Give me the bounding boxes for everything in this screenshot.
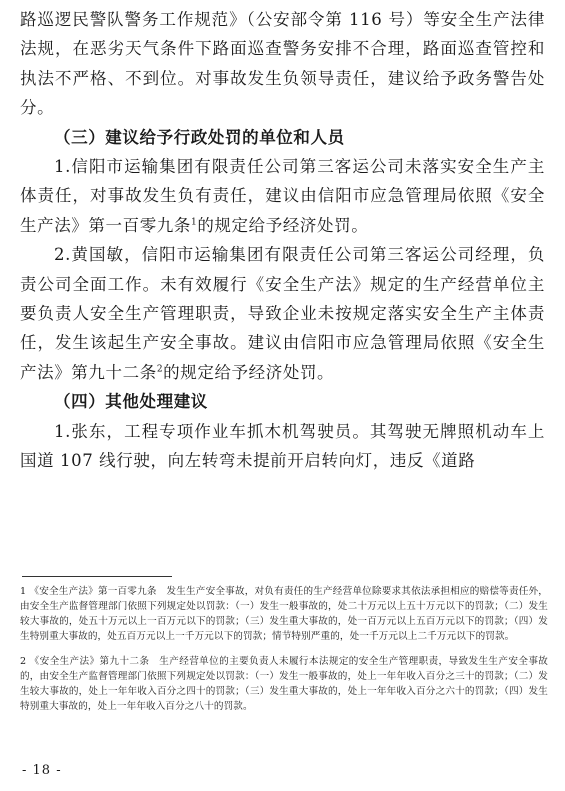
paragraph-item-2-text: 2.黄国敏，信阳市运输集团有限责任公司第三客运公司经理，负责公司全面工作。未有效履行《安全生产法》规定的生产经营单位主要负责人安全生产管理职责，导致企业未按规定落实安全生产主体责任，发生该起生产安全事故。建议由信阳市应急管理局依照《安全生产法》第九十二条 bbox=[20, 245, 545, 382]
paragraph-item-2-tail: 的规定给予经济处罚。 bbox=[163, 362, 335, 382]
paragraph-item-2 bbox=[20, 240, 545, 387]
body-text bbox=[20, 5, 545, 476]
footnotes bbox=[20, 584, 548, 724]
paragraph-item-1 bbox=[20, 152, 545, 240]
section-heading-4: （四）其他处理建议 bbox=[54, 392, 208, 412]
footnote-1: 1 《安全生产法》第一百零九条 发生生产安全事故，对负有责任的生产经营单位除要求其依法承担相应的赔偿等责任外，由安全生产监督管理部门依照下列规定处以罚款：（一）发生一般事故的，处二十万元以上五十万元以下的罚款；（二）发生较大事故的，处五十万元以上一百万元以下的罚款；（三）发生重大事故的，处一百万元以上五百万元以下的罚款；（四）发生特别重大事故的，处五百万元以上一千万元以下的罚款；情节特别严重的，处一千万元以上二千万元以下的罚款。 bbox=[20, 586, 548, 642]
section-heading-3: （三）建议给予行政处罚的单位和人员 bbox=[54, 127, 345, 147]
footnote-ref-1[interactable]: 1 bbox=[191, 217, 198, 228]
page-number: - 18 - bbox=[22, 763, 62, 778]
footnote-ref-2[interactable]: 2 bbox=[156, 364, 164, 375]
paragraph-item-3: 1.张东，工程专项作业车抓木机驾驶员。其驾驶无牌照机动车上国道 107 线行驶，向左转弯未提前开启转向灯，违反《道路 bbox=[20, 421, 545, 471]
footnote-divider bbox=[22, 576, 172, 577]
paragraph-item-1-text: 1.信阳市运输集团有限责任公司第三客运公司未落实安全生产主体责任，对事故发生负有责任，建议由信阳市应急管理局依照《安全生产法》第一百零九条 bbox=[20, 157, 545, 235]
paragraph-item-1-tail: 的规定给予经济处罚。 bbox=[197, 215, 369, 235]
footnote-2: 2 《安全生产法》第九十二条 生产经营单位的主要负责人未履行本法规定的安全生产管理职责，导致发生生产安全事故的，由安全生产监督管理部门依照下列规定处以罚款：（一）发生一般事故的，处上一年年收入百分之三十的罚款；（二）发生较大事故的，处上一年年收入百分之四十的罚款；（三）发生重大事故的，处上一年年收入百分之六十的罚款；（四）发生特别重大事故的，处上一年年收入百分之八十的罚款。 bbox=[20, 656, 548, 712]
paragraph-continuation: 路巡逻民警队警务工作规范》（公安部令第 116 号）等安全生产法律法规，在恶劣天气条件下路面巡查警务安排不合理，路面巡查管控和执法不严格、不到位。对事故发生负领导责任，建议给予政务警告处分。 bbox=[20, 10, 545, 118]
